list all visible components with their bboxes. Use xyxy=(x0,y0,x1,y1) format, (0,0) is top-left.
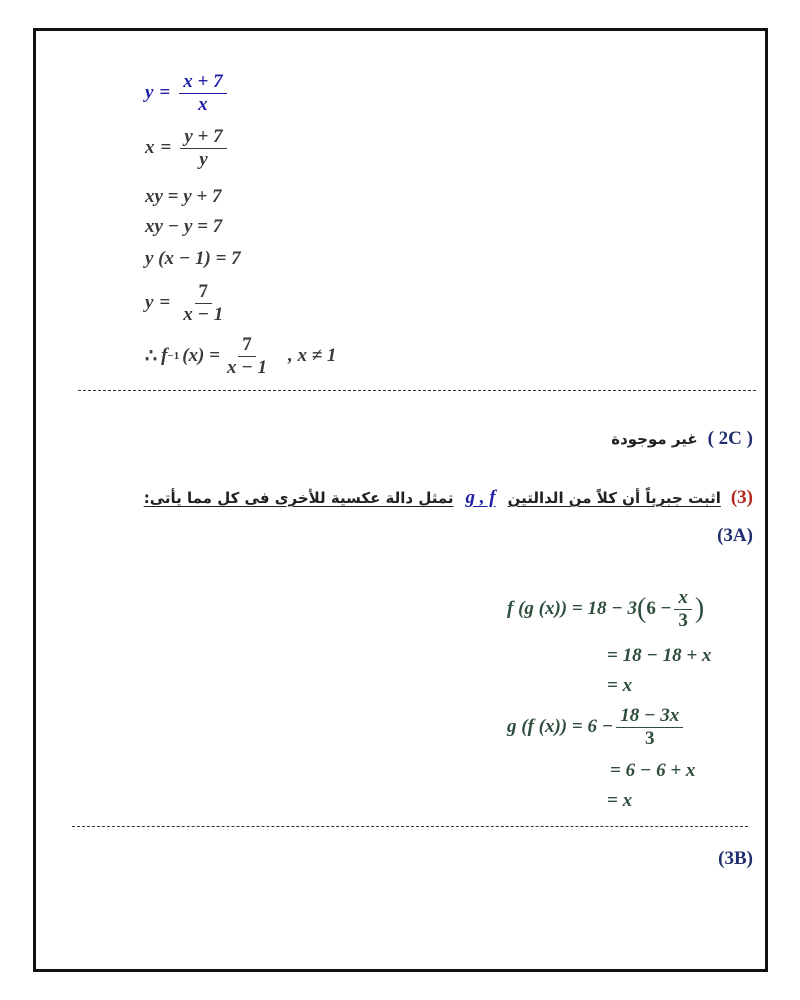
fg-inner: 6 − xyxy=(646,598,672,620)
eq-op: = xyxy=(159,292,171,314)
denominator: x − 1 xyxy=(183,303,224,325)
function-argument: (x) = xyxy=(182,345,220,367)
question-text-start: اثبت جبرياً أن كلاً من الدالتين xyxy=(507,489,721,507)
question-3 xyxy=(144,487,753,509)
part-2c-answer: غير موجودة xyxy=(611,430,698,448)
function-name: f xyxy=(161,345,168,367)
eq-lhs: y xyxy=(145,82,154,104)
eq-line-5: y (x − 1) = 7 xyxy=(145,248,241,269)
fraction xyxy=(179,72,226,115)
eq-line-3: xy = y + 7 xyxy=(145,186,222,207)
part-2c xyxy=(611,428,753,450)
section-divider xyxy=(78,390,756,391)
eq-line-6 xyxy=(145,282,230,325)
gf-composition-line xyxy=(507,706,686,749)
eq-inverse-result xyxy=(145,335,336,378)
eq-lhs: x xyxy=(145,137,155,159)
left-paren: ( xyxy=(636,593,647,625)
denominator: 3 xyxy=(644,727,655,749)
denominator: x − 1 xyxy=(226,356,267,378)
fg-lhs: f (g (x)) = 18 − 3 xyxy=(507,598,637,620)
denominator: 3 xyxy=(678,609,688,631)
numerator: 7 xyxy=(195,282,213,304)
fraction xyxy=(179,282,227,325)
gf-step-3: = x xyxy=(607,790,633,811)
gf-lhs: g (f (x)) = 6 − xyxy=(507,716,614,738)
part-2c-label: ( 2C ) xyxy=(707,428,753,449)
numerator: 18 − 3x xyxy=(616,706,683,728)
question-number: (3) xyxy=(730,487,753,508)
eq-lhs: y xyxy=(145,292,154,314)
fg-step-3: = x xyxy=(607,675,633,696)
numerator: 7 xyxy=(238,335,256,357)
eq-line-4: xy − y = 7 xyxy=(145,216,223,237)
eq-op: = xyxy=(160,137,172,159)
fraction xyxy=(674,588,692,631)
eq-op: = xyxy=(159,82,171,104)
fg-composition-line xyxy=(507,588,704,631)
numerator: y + 7 xyxy=(180,127,226,149)
eq-line-2 xyxy=(145,127,230,170)
right-paren: ) xyxy=(694,593,705,625)
section-divider xyxy=(72,826,748,827)
fraction xyxy=(223,335,271,378)
fraction xyxy=(616,706,683,749)
fraction xyxy=(180,127,226,170)
domain-condition: , x ≠ 1 xyxy=(287,345,337,367)
denominator: y xyxy=(199,148,208,170)
question-text-end: تمثل دالة عكسية للأخرى فى كل مما يأتى: xyxy=(143,489,454,507)
fg-step-2: = 18 − 18 + x xyxy=(607,645,712,666)
part-3a-label: (3A) xyxy=(717,525,753,546)
inverse-exponent: −1 xyxy=(167,350,180,363)
numerator: x xyxy=(674,588,692,610)
denominator: x xyxy=(198,93,208,115)
eq-line-1 xyxy=(145,72,230,115)
question-functions: g , f xyxy=(465,487,496,508)
numerator: x + 7 xyxy=(179,72,226,94)
gf-step-2: = 6 − 6 + x xyxy=(610,760,696,781)
part-3b-label: (3B) xyxy=(718,848,753,869)
therefore-symbol: ∴ xyxy=(145,345,158,367)
